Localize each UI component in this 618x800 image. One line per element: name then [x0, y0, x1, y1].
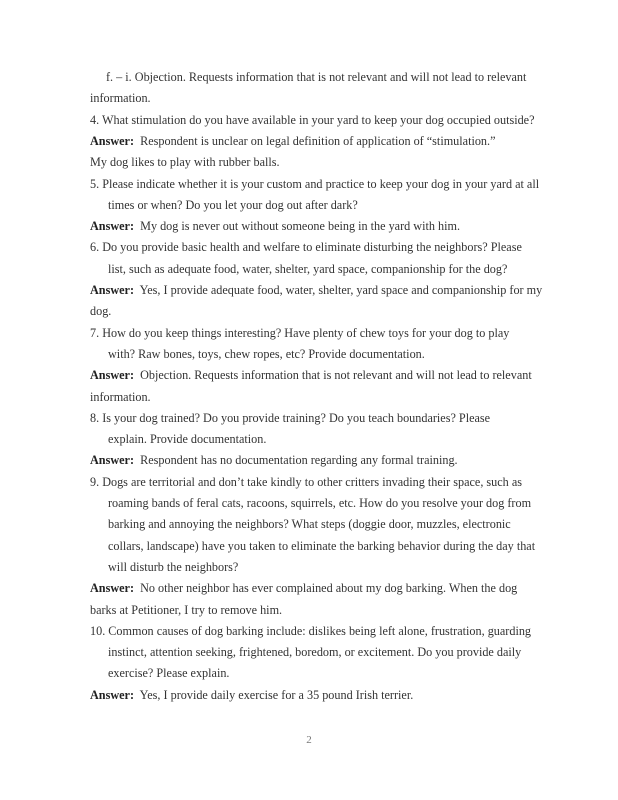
line-text: Yes, I provide daily exercise for a 35 pound Irish terrier. — [139, 687, 414, 702]
answer-4-continuation — [90, 154, 280, 170]
line-text: f. – i. Objection. Requests information that is not relevant and will not lead to relevant — [106, 70, 527, 84]
answer-4 — [90, 133, 496, 149]
line-text: My dog likes to play with rubber balls. — [90, 155, 280, 170]
line-text: explain. Provide documentation. — [108, 432, 267, 447]
answer-label: Answer: — [90, 687, 135, 702]
line-text: times or when? Do you let your dog out after dark? — [108, 197, 358, 212]
line-text: barking and annoying the neighbors? What steps (doggie door, muzzles, electronic — [108, 517, 511, 532]
answer-6-continuation — [90, 303, 111, 319]
line-objection-continuation — [90, 90, 151, 106]
answer-label: Answer: — [90, 368, 135, 383]
line-text: Yes, I provide adequate food, water, shelter, yard space and companionship for my — [139, 283, 543, 297]
line-text: 6. Do you provide basic health and welfare to eliminate disturbing the neighbors? Please — [90, 240, 522, 255]
line-text: 8. Is your dog trained? Do you provide training? Do you teach boundaries? Please — [90, 410, 491, 425]
question-9-continuation — [108, 516, 511, 532]
answer-5 — [90, 218, 460, 234]
answer-7-continuation — [90, 389, 151, 405]
line-text: will disturb the neighbors? — [108, 559, 239, 574]
answer-label: Answer: — [90, 133, 135, 148]
line-text: information. — [90, 389, 151, 404]
line-objection-f-i — [106, 69, 526, 85]
line-text: with? Raw bones, toys, chew ropes, etc? Provide documentation. — [108, 346, 425, 361]
line-text: Objection. Requests information that is not relevant and will not lead to relevant — [140, 368, 532, 383]
answer-9 — [90, 580, 517, 596]
page-number: 2 — [306, 734, 312, 746]
answer-9-continuation — [90, 602, 282, 618]
line-text: 4. What stimulation do you have available in your yard to keep your dog occupied outside? — [90, 112, 535, 127]
question-10 — [90, 623, 531, 639]
question-9 — [90, 474, 522, 490]
question-8 — [90, 410, 490, 426]
line-text: 10. Common causes of dog barking include: dislikes being left alone, frustration, guarding — [90, 623, 532, 638]
question-9-continuation — [108, 538, 535, 554]
question-10-continuation — [108, 644, 521, 660]
line-text: dog. — [90, 304, 112, 319]
question-4 — [90, 112, 535, 128]
answer-label: Answer: — [90, 453, 135, 468]
question-7-continuation — [108, 346, 425, 362]
line-text: barks at Petitioner, I try to remove him. — [90, 602, 283, 617]
line-text: No other neighbor has ever complained about my dog barking. When the dog — [140, 581, 518, 596]
answer-6 — [90, 282, 542, 298]
question-9-continuation — [108, 495, 531, 511]
question-6-continuation — [108, 261, 507, 277]
line-text: Respondent is unclear on legal definition of application of “stimulation.” — [140, 133, 496, 148]
question-6 — [90, 239, 522, 255]
answer-7 — [90, 367, 532, 383]
line-text: list, such as adequate food, water, shelter, yard space, companionship for the dog? — [108, 261, 508, 276]
answer-label: Answer: — [90, 219, 135, 234]
line-text: exercise? Please explain. — [108, 666, 230, 681]
line-text: My dog is never out without someone being in the yard with him. — [140, 219, 460, 234]
answer-8 — [90, 452, 458, 468]
question-8-continuation — [108, 431, 266, 447]
question-5-continuation — [108, 197, 358, 213]
answer-label: Answer: — [90, 283, 135, 297]
line-text: instinct, attention seeking, frightened, boredom, or excitement. Do you provide daily — [108, 645, 522, 660]
answer-label: Answer: — [90, 581, 135, 596]
line-text: 5. Please indicate whether it is your custom and practice to keep your dog in your yard at all — [90, 176, 540, 191]
answer-10 — [90, 687, 413, 703]
line-text: roaming bands of feral cats, racoons, squirrels, etc. How do you resolve your dog from — [108, 496, 532, 510]
question-7 — [90, 325, 509, 341]
line-text: 9. Dogs are territorial and don’t take kindly to other critters invading their space, such as — [90, 474, 522, 489]
question-10-continuation — [108, 665, 229, 681]
question-9-continuation — [108, 559, 238, 575]
line-text: information. — [90, 91, 151, 106]
line-text: Respondent has no documentation regarding any formal training. — [140, 453, 458, 468]
line-text: 7. How do you keep things interesting? Have plenty of chew toys for your dog to play — [90, 325, 510, 340]
question-5 — [90, 176, 539, 192]
line-text: collars, landscape) have you taken to eliminate the barking behavior during the day that — [108, 538, 536, 553]
